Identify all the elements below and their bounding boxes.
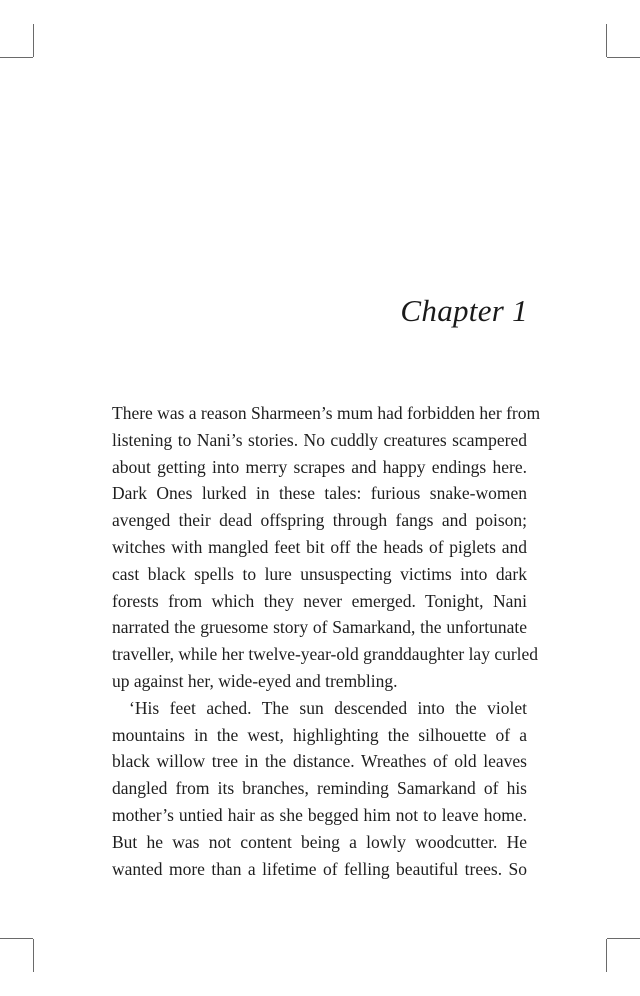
- crop-mark-top-left-vertical: [33, 24, 34, 57]
- paragraph-1: [112, 400, 541, 695]
- text-line: witches with mangled feet bit off the heads of piglets and: [112, 536, 527, 557]
- chapter-title: Chapter 1: [400, 293, 528, 328]
- text-line: There was a reason Sharmeen’s mum had forbidden her from: [112, 403, 541, 423]
- text-line: mountains in the west, highlighting the silhouette of a: [112, 724, 527, 745]
- crop-mark-bottom-right-vertical: [606, 939, 607, 972]
- text-line: wanted more than a lifetime of felling beautiful trees. So: [112, 858, 527, 879]
- text-line: listening to Nani’s stories. No cuddly creatures scampered: [112, 429, 527, 450]
- crop-mark-top-right-vertical: [606, 24, 607, 57]
- text-line: But he was not content being a lowly woodcutter. He: [112, 831, 527, 852]
- text-line: ‘His feet ached. The sun descended into the violet: [129, 697, 527, 718]
- chapter-body: [112, 400, 541, 882]
- paragraph-2: [112, 695, 527, 883]
- text-line: avenged their dead offspring through fangs and poison;: [112, 510, 527, 531]
- text-line: narrated the gruesome story of Samarkand, the unfortunate: [112, 617, 527, 638]
- text-line: mother’s untied hair as she begged him not to leave home.: [112, 804, 527, 825]
- text-line: up against her, wide-eyed and trembling.: [112, 670, 398, 691]
- crop-mark-top-left-horizontal: [0, 57, 33, 58]
- crop-mark-bottom-left-horizontal: [0, 938, 33, 939]
- crop-mark-bottom-right-horizontal: [607, 938, 640, 939]
- text-line: dangled from its branches, reminding Samarkand of his: [112, 778, 527, 799]
- text-line: forests from which they never emerged. Tonight, Nani: [112, 590, 527, 611]
- text-line: cast black spells to lure unsuspecting victims into dark: [112, 563, 527, 584]
- text-line: about getting into merry scrapes and happy endings here.: [112, 456, 527, 477]
- text-line: black willow tree in the distance. Wreathes of old leaves: [112, 751, 527, 772]
- text-line: Dark Ones lurked in these tales: furious snake-women: [112, 483, 527, 504]
- crop-mark-bottom-left-vertical: [33, 939, 34, 972]
- crop-mark-top-right-horizontal: [607, 57, 640, 58]
- text-line: traveller, while her twelve-year-old granddaughter lay curled: [112, 644, 539, 665]
